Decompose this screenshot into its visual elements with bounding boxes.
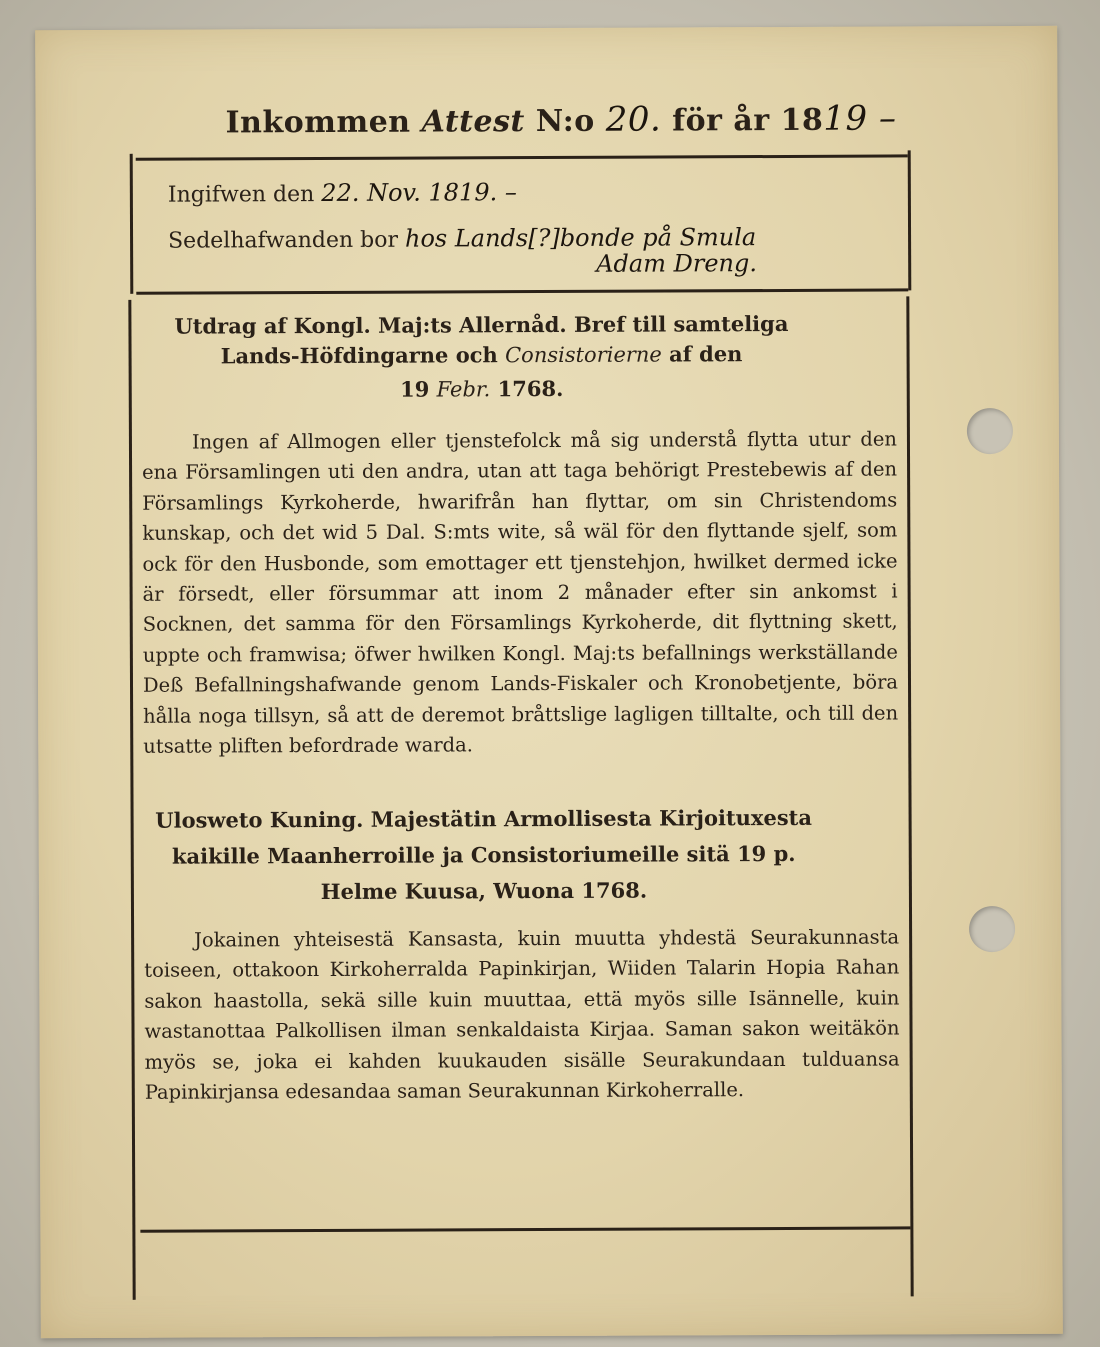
swedish-heading-part-a: Lands-Höfdingarne och bbox=[220, 342, 498, 369]
finnish-heading-line2: kaikille Maanherroille ja Consistoriumeille sitä 19 p. bbox=[171, 840, 796, 869]
submitted-value: 22. Nov. 1819. – bbox=[321, 178, 517, 207]
finnish-body bbox=[144, 922, 900, 1108]
swedish-date-year: 1768. bbox=[497, 375, 564, 402]
swedish-heading-line3 bbox=[132, 375, 832, 403]
finnish-heading-line1: Ulosweto Kuning. Majestätin Armollisesta Kirjoituxesta bbox=[155, 804, 812, 833]
submitted-label: Ingifwen den bbox=[167, 182, 315, 208]
year-value: 19 – bbox=[823, 98, 897, 139]
swedish-heading-part-b: Consistorierne bbox=[505, 342, 662, 368]
box-top-rule bbox=[136, 154, 908, 160]
holder-field-continued bbox=[596, 249, 757, 278]
finnish-body-paragraph: Jokainen yhteisestä Kansasta, kuin muutta yhdestä Seurakunnasta toiseen, ottakoon Kirkoherralda Papinkirjan, Wiiden Talarin Hopia Rahan sakon haastolla, sekä sille kuin muuttaa, että myös sille Isännelle, kuin wastanottaa Palkollisen ilman senkaldaista Kirjaa. Saman sakon weitäkön myös se, joka ei kahden kuukauden sisälle Seurakundaan tulduansa Papinkirjansa edesandaa saman Seurakunnan Kirkoherralle. bbox=[144, 925, 900, 1104]
document-sheet bbox=[35, 26, 1063, 1338]
year-label: för år 18 bbox=[672, 102, 824, 139]
holder-value-line2: Adam Dreng. bbox=[596, 249, 758, 278]
swedish-body bbox=[142, 424, 898, 762]
punch-hole-bottom bbox=[969, 906, 1015, 952]
punch-hole-top bbox=[967, 408, 1013, 454]
document-title bbox=[225, 98, 896, 141]
swedish-body-paragraph: Ingen af Allmogen eller tjenstefolck må sig understå flytta utur den ena Församlingen uti den andra, utan att taga behörigt Prestebewis af den Församlings Kyrkoherde, hwarifrån han flyttar, om sin Christendoms kunskap, och det wid 5 Dal. S:mts wite, så wäl för den flyttande sjelf, som ock för den Husbonde, som emottager ett tjenstehjon, hwilket dermed icke är försedt, eller försummar att inom 2 månader efter sin ankomst i Socknen, det samma för den Församlings Kyrkoherde, dit flyttning skett, uppte och framwisa; öfwer hwilken Kongl. Maj:ts befallnings werkställande Deß Befallningshafwande genom Lands-Fiskaler och Kronobetjente, böra hålla noga tillsyn, så att de deremot bråttslige lagligen tilltalte, och till den utsatte pliften befordrade warda. bbox=[142, 427, 899, 758]
number-label: N:o bbox=[535, 103, 595, 140]
swedish-heading-line1: Utdrag af Kongl. Maj:ts Allernåd. Bref till samteliga bbox=[174, 310, 789, 339]
swedish-heading-part-c: af den bbox=[669, 341, 743, 367]
number-value: 20. bbox=[605, 99, 662, 140]
swedish-date-day: 19 bbox=[399, 376, 430, 402]
finnish-heading-line3: Helme Kuusa, Wuona 1768. bbox=[320, 877, 648, 904]
submitted-field bbox=[168, 178, 517, 208]
box-bottom-rule bbox=[136, 288, 908, 294]
swedish-date-month: Febr. bbox=[436, 377, 491, 402]
attest-label: Attest bbox=[421, 104, 525, 140]
holder-value-line1: hos Lands[?]bonde på Smula bbox=[404, 223, 757, 253]
body-right-rule bbox=[906, 296, 913, 1296]
holder-label: Sedelhafwanden bor bbox=[168, 227, 399, 254]
body-left-rule bbox=[128, 300, 135, 1300]
box-left-rule bbox=[130, 154, 134, 294]
received-label: Inkommen bbox=[225, 104, 411, 141]
body-bottom-rule bbox=[140, 1226, 910, 1232]
swedish-heading-line2 bbox=[132, 341, 832, 369]
box-right-rule bbox=[908, 150, 912, 290]
